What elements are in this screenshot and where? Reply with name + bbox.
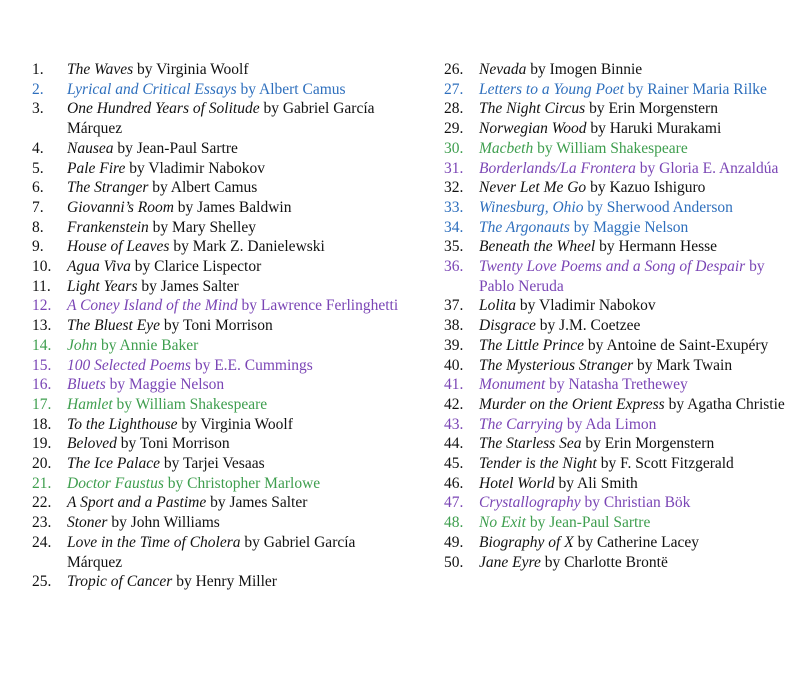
item-number: 3. [32,100,44,118]
item-number: 46. [444,474,464,492]
book-list-item [32,198,412,218]
book-author: by Toni Morrison [159,317,273,335]
book-list-item [444,356,790,376]
item-number: 21. [32,474,52,492]
book-title: Letters to a Young Poet [479,80,624,98]
book-author: by Mark Z. Danielewski [169,238,325,256]
book-list-item [32,533,412,572]
item-number: 16. [32,376,52,394]
book-title: The Waves [67,61,134,78]
book-list-item [32,218,412,238]
book-author: by Gloria E. Anzaldúa [635,159,779,177]
item-text [67,395,412,415]
item-number: 6. [32,179,44,197]
item-number: 39. [444,336,464,354]
item-text [67,139,412,159]
item-text [67,316,412,336]
book-author: by J.M. Coetzee [535,317,641,335]
item-text [67,178,412,198]
item-number: 49. [444,533,464,551]
item-text [479,474,790,494]
item-text [67,99,412,138]
item-text [67,218,412,238]
item-number: 18. [32,415,52,433]
book-title: Jane Eyre [479,553,541,571]
book-title: The Night Circus [479,100,586,118]
item-number: 17. [32,395,52,413]
item-number: 35. [444,238,464,256]
book-title: The Little Prince [479,336,585,354]
book-list-item [444,139,790,159]
item-text [67,434,412,454]
book-title: The Mysterious Stranger [479,356,634,374]
book-list-item [444,336,790,356]
book-list-item [444,493,790,513]
book-title: Hamlet [67,395,113,413]
item-text [67,356,412,376]
left-column [32,60,412,592]
book-title: Nevada [479,61,527,78]
item-number: 37. [444,297,464,315]
book-title: Beloved [67,435,117,453]
book-author: by Rainer Maria Rilke [623,80,767,98]
book-title: Murder on the Orient Express [479,395,665,413]
item-number: 26. [444,61,464,78]
book-list-item [444,474,790,494]
book-list-item [444,257,790,296]
book-author: by Kazuo Ishiguro [586,179,706,197]
book-list-item [32,237,412,257]
item-text [479,80,790,100]
book-author: by Lawrence Ferlinghetti [237,297,399,315]
item-number: 33. [444,198,464,216]
book-author: by F. Scott Fitzgerald [596,455,734,473]
item-number: 24. [32,533,52,551]
book-author: by E.E. Cummings [190,356,313,374]
book-author: by Erin Morgenstern [585,100,718,118]
item-number: 42. [444,395,464,413]
book-title: Light Years [67,277,138,295]
book-list-item [32,99,412,138]
item-number: 20. [32,455,52,473]
item-number: 15. [32,356,52,374]
item-text [479,237,790,257]
item-number: 12. [32,297,52,315]
item-number: 2. [32,80,44,98]
book-list-item [444,513,790,533]
book-author: by Ali Smith [554,474,638,492]
book-list-item [444,237,790,257]
item-text [479,99,790,119]
item-text [67,415,412,435]
item-text [479,454,790,474]
book-author: by Virginia Woolf [177,415,293,433]
item-text [479,218,790,238]
item-number: 30. [444,139,464,157]
item-text [479,316,790,336]
book-author: by Jean-Paul Sartre [525,514,651,532]
book-author: by Catherine Lacey [573,533,699,551]
item-number: 36. [444,258,464,276]
book-title: Disgrace [479,317,536,335]
book-title: Agua Viva [67,258,131,276]
book-list-item [32,316,412,336]
book-author: by Pablo Neruda [479,258,765,295]
book-author: by Albert Camus [236,80,346,98]
book-list-item [32,493,412,513]
book-list-item [32,80,412,100]
item-text [67,454,412,474]
book-author: by Jean-Paul Sartre [113,139,238,157]
book-author: by Gabriel García Márquez [67,533,356,571]
item-number: 23. [32,514,52,532]
item-text [67,80,412,100]
book-list-item [444,316,790,336]
item-text [479,60,790,80]
book-title: House of Leaves [67,238,170,256]
book-list-item [32,60,412,80]
item-text [479,356,790,376]
item-text [479,533,790,553]
item-number: 41. [444,376,464,394]
book-list-item [32,139,412,159]
book-title: Pale Fire [67,159,126,177]
book-title: Frankenstein [67,218,149,236]
book-list-item [32,572,412,592]
item-text [479,119,790,139]
item-number: 13. [32,317,52,335]
book-list-item [444,99,790,119]
book-list-item [32,159,412,179]
book-author: by Ada Limon [562,415,657,433]
item-number: 40. [444,356,464,374]
item-text [67,533,412,572]
book-author: by Albert Camus [148,179,258,197]
book-list-item [32,434,412,454]
item-text [479,395,790,415]
book-list-item [444,375,790,395]
book-title: Nausea [67,139,114,157]
book-author: by Maggie Nelson [105,376,225,394]
item-text [67,474,412,494]
book-title: John [67,336,98,354]
book-author: by Henry Miller [172,573,277,591]
item-text [67,493,412,513]
book-author: by Agatha Christie [664,395,785,413]
book-title: The Bluest Eye [67,317,160,335]
book-list-item [444,415,790,435]
item-number: 44. [444,435,464,453]
item-text [479,139,790,159]
book-title: Love in the Time of Cholera [67,533,241,551]
book-author: by Christian Bök [580,494,691,512]
item-text [479,159,790,179]
book-author: by Imogen Binnie [526,61,643,78]
item-number: 48. [444,514,464,532]
item-text [479,296,790,316]
book-author: by Maggie Nelson [569,218,689,236]
item-text [479,513,790,533]
book-author: by Virginia Woolf [133,61,249,78]
item-text [479,434,790,454]
item-number: 14. [32,336,52,354]
item-number: 43. [444,415,464,433]
item-text [479,198,790,218]
item-text [67,198,412,218]
book-list-item [32,336,412,356]
book-title: Borderlands/La Frontera [479,159,636,177]
book-title: The Ice Palace [67,455,160,473]
book-title: Never Let Me Go [479,179,587,197]
book-author: by Erin Morgenstern [581,435,715,453]
item-text [479,336,790,356]
item-number: 8. [32,218,44,236]
book-author: by Mark Twain [633,356,733,374]
book-author: by William Shakespeare [112,395,268,413]
item-text [479,178,790,198]
item-text [67,237,412,257]
book-title: Biography of X [479,533,574,551]
item-number: 34. [444,218,464,236]
item-number: 5. [32,159,44,177]
book-author: by William Shakespeare [533,139,688,157]
item-text [67,257,412,277]
item-text [67,375,412,395]
book-list-item [444,395,790,415]
book-list-item [32,277,412,297]
book-list-item [32,296,412,316]
book-author: by Christopher Marlowe [163,474,321,492]
item-number: 27. [444,80,464,98]
book-list-item [444,198,790,218]
item-text [67,336,412,356]
book-list-item [444,533,790,553]
item-number: 45. [444,455,464,473]
book-title: Winesburg, Ohio [479,198,584,216]
book-title: A Coney Island of the Mind [67,297,238,315]
book-author: by Clarice Lispector [130,258,262,276]
book-list-item [444,553,790,573]
book-title: Doctor Faustus [67,474,164,492]
book-title: To the Lighthouse [67,415,178,433]
book-title: The Stranger [67,179,149,197]
book-author: by John Williams [107,514,220,532]
item-number: 4. [32,139,44,157]
item-number: 31. [444,159,464,177]
book-list-item [32,415,412,435]
book-author: by Annie Baker [97,336,199,354]
book-list-item [444,218,790,238]
book-list-item [444,60,790,80]
book-author: by Sherwood Anderson [583,198,733,216]
book-author: by Haruki Murakami [586,120,722,138]
book-title: No Exit [479,514,526,532]
book-author: by James Baldwin [173,198,292,216]
book-author: by Vladimir Nabokov [125,159,266,177]
book-author: by Antoine de Saint-Exupéry [584,336,769,354]
book-list-item [32,474,412,494]
item-text [67,159,412,179]
item-number: 47. [444,494,464,512]
item-text [67,277,412,297]
book-list-item [32,257,412,277]
item-number: 11. [32,277,51,295]
book-title: Stoner [67,514,108,532]
book-list-item [444,454,790,474]
book-author: by James Salter [137,277,239,295]
book-title: A Sport and a Pastime [67,494,207,512]
book-title: Giovanni’s Room [67,198,174,216]
item-number: 19. [32,435,52,453]
book-title: Macbeth [479,139,534,157]
item-number: 22. [32,494,52,512]
book-list-item [32,513,412,533]
item-text [479,415,790,435]
book-title: Lolita [479,297,517,315]
book-title: Tropic of Cancer [67,573,173,591]
book-list-item [444,119,790,139]
item-number: 25. [32,573,52,591]
book-title: Tender is the Night [479,455,597,473]
book-list-item [32,356,412,376]
book-title: The Argonauts [479,218,570,236]
book-list-item [444,159,790,179]
right-column [444,60,790,572]
item-text [479,375,790,395]
book-author: by Vladimir Nabokov [516,297,656,315]
book-list-item [32,178,412,198]
book-author: by Natasha Trethewey [545,376,688,394]
book-title: The Starless Sea [479,435,582,453]
item-text [67,513,412,533]
item-text [67,60,412,80]
book-author: by Toni Morrison [116,435,230,453]
book-author: by Tarjei Vesaas [159,455,265,473]
book-list-item [32,375,412,395]
book-list-item [444,434,790,454]
book-list-item [444,178,790,198]
item-number: 9. [32,238,44,256]
book-title: The Carrying [479,415,563,433]
book-title: Twenty Love Poems and a Song of Despair [479,258,746,276]
book-list-item [32,395,412,415]
book-title: Lyrical and Critical Essays [67,80,237,98]
book-author: by Gabriel García Márquez [67,100,375,138]
book-title: Hotel World [479,474,555,492]
book-list-item [444,296,790,316]
book-title: Bluets [67,376,106,394]
item-text [67,296,412,316]
item-text [479,553,790,573]
book-title: Norwegian Wood [479,120,587,138]
book-list-item [444,80,790,100]
book-title: Beneath the Wheel [479,238,596,256]
book-list-left [32,60,412,592]
book-author: by Hermann Hesse [595,238,718,256]
book-list-right [444,60,790,572]
item-number: 1. [32,61,44,78]
item-number: 50. [444,553,464,571]
book-title: Crystallography [479,494,581,512]
item-number: 29. [444,120,464,138]
book-author: by Mary Shelley [148,218,256,236]
item-number: 10. [32,258,52,276]
book-list-item [32,454,412,474]
item-number: 38. [444,317,464,335]
book-title: 100 Selected Poems [67,356,191,374]
item-text [479,493,790,513]
book-author: by Charlotte Brontë [540,553,668,571]
item-text [479,257,790,296]
item-number: 7. [32,198,44,216]
book-author: by James Salter [206,494,308,512]
item-number: 28. [444,100,464,118]
item-text [67,572,412,592]
item-number: 32. [444,179,464,197]
book-title: One Hundred Years of Solitude [67,100,260,118]
book-title: Monument [479,376,546,394]
